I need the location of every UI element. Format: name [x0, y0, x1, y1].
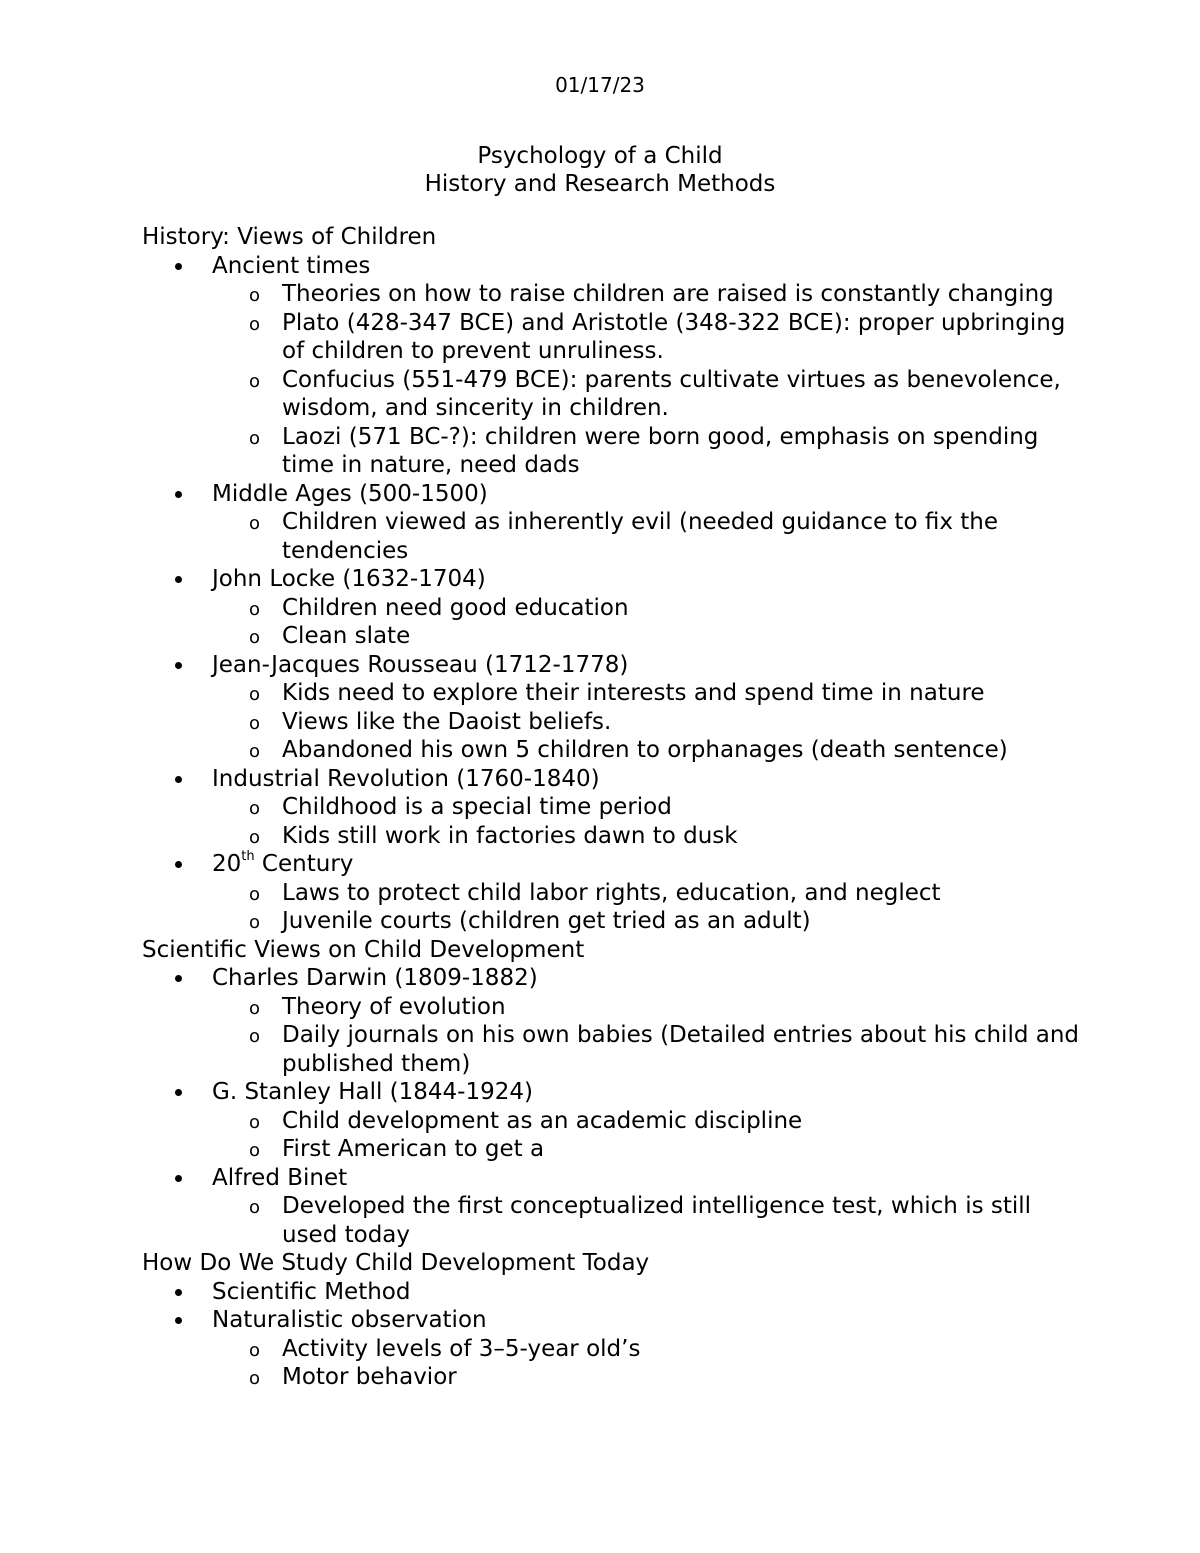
circle-bullet-icon: o — [249, 1197, 261, 1218]
sub-list-item-text: Kids need to explore their interests and spend time in nature — [282, 680, 985, 706]
list-item-text: Alfred Binet — [212, 1164, 348, 1191]
bullet-icon — [175, 662, 182, 669]
circle-bullet-icon: o — [249, 598, 261, 620]
list-item-text — [212, 851, 353, 877]
sub-list-item-text: Kids still work in factories dawn to dusk — [282, 822, 738, 849]
list-item — [142, 1164, 1082, 1193]
sub-list-item — [142, 423, 1082, 480]
sub-list-item — [142, 309, 1082, 366]
bullet-icon — [175, 975, 182, 982]
bullet-icon — [175, 776, 182, 783]
circle-bullet-icon: o — [249, 1339, 261, 1361]
list-item-text: Ancient times — [212, 252, 371, 279]
sub-list-item — [142, 1107, 1082, 1136]
circle-bullet-icon: o — [249, 313, 261, 335]
list-item-text: Charles Darwin (1809-1882) — [212, 965, 538, 991]
list-item — [142, 765, 1082, 794]
sub-list-item-text: Laozi (571 BC-?): children were born good, emphasis on spending time in nature, need dads — [282, 423, 1039, 478]
circle-bullet-icon: o — [249, 1140, 261, 1161]
sub-list-item-text: Theory of evolution — [282, 993, 506, 1020]
notes-body — [142, 223, 1082, 1392]
circle-bullet-icon: o — [249, 370, 261, 392]
list-item-text: Naturalistic observation — [212, 1307, 487, 1333]
circle-bullet-icon: o — [249, 997, 261, 1019]
sub-list-item — [142, 822, 1082, 851]
bullet-icon — [175, 576, 182, 583]
sub-list-item — [142, 736, 1082, 765]
circle-bullet-icon: o — [249, 741, 261, 762]
sub-list-item — [142, 508, 1082, 565]
list-item-text-pre: 20 — [212, 851, 242, 877]
bullet-icon — [175, 263, 182, 270]
sub-list-item-text: Activity levels of 3–5-year old’s — [282, 1335, 641, 1362]
circle-bullet-icon: o — [249, 684, 261, 705]
list-item — [142, 480, 1082, 509]
section-heading: Scientific Views on Child Development — [142, 936, 585, 963]
sub-list-item — [142, 1135, 1082, 1164]
bullet-icon — [175, 861, 182, 868]
sub-list-item — [142, 793, 1082, 822]
bullet-icon — [175, 1317, 182, 1324]
bullet-list — [142, 964, 1082, 1249]
circle-bullet-icon: o — [249, 826, 261, 848]
circle-bullet-icon: o — [249, 712, 261, 734]
circle-bullet-icon: o — [249, 1026, 261, 1047]
list-item — [142, 252, 1082, 281]
sub-list-item-text: Plato (428-347 BCE) and Aristotle (348-322 BCE): proper upbringing of children to prevent unruliness. — [282, 309, 1066, 364]
list-item-text-post: Century — [254, 851, 354, 877]
list-item-text: Middle Ages (500-1500) — [212, 480, 488, 507]
sub-list-item-text: Abandoned his own 5 children to orphanages (death sentence) — [282, 737, 1008, 763]
sub-list-item — [142, 1363, 1082, 1392]
circle-bullet-icon: o — [249, 798, 261, 819]
sub-list-item — [142, 1192, 1082, 1249]
sub-list-item-text: Theories on how to raise children are raised is constantly changing — [282, 281, 1054, 307]
circle-bullet-icon: o — [249, 627, 261, 648]
circle-bullet-icon: o — [249, 1368, 261, 1389]
sub-list-item — [142, 280, 1082, 309]
list-item-text: G. Stanley Hall (1844-1924) — [212, 1079, 533, 1105]
list-item-superscript: th — [241, 849, 255, 865]
circle-bullet-icon: o — [249, 1111, 261, 1133]
circle-bullet-icon: o — [249, 427, 261, 449]
bullet-icon — [175, 1089, 182, 1096]
list-item — [142, 964, 1082, 993]
sub-list-item — [142, 993, 1082, 1022]
sub-list-item — [142, 366, 1082, 423]
sub-list-item — [142, 679, 1082, 708]
sub-list-item — [142, 622, 1082, 651]
title-line-1: Psychology of a Child — [477, 143, 723, 169]
sub-list-item — [142, 907, 1082, 936]
circle-bullet-icon: o — [249, 912, 261, 933]
bullet-list — [142, 252, 1082, 936]
sub-list-item-text: Confucius (551-479 BCE): parents cultivate virtues as benevolence, wisdom, and sincerity in children. — [282, 366, 1061, 421]
sub-list-item — [142, 879, 1082, 908]
sub-list-item-text: Child development as an academic discipline — [282, 1107, 803, 1134]
sub-list-item — [142, 1021, 1082, 1078]
list-item-text: John Locke (1632-1704) — [212, 566, 486, 592]
title-line-2: History and Research Methods — [424, 171, 776, 197]
sub-list-item-text: Children need good education — [282, 594, 629, 621]
sub-list-item-text: Motor behavior — [282, 1364, 457, 1390]
date-header: 01/17/23 — [555, 73, 645, 97]
list-item — [142, 1306, 1082, 1335]
circle-bullet-icon: o — [249, 883, 261, 905]
section-heading: History: Views of Children — [142, 224, 437, 250]
sub-list-item — [142, 708, 1082, 737]
sub-list-item-text: Clean slate — [282, 623, 411, 649]
sub-list-item-text: First American to get a — [282, 1136, 545, 1162]
list-item — [142, 850, 1082, 879]
sub-list-item — [142, 1335, 1082, 1364]
section-heading: How Do We Study Child Development Today — [142, 1250, 650, 1276]
circle-bullet-icon: o — [249, 513, 261, 534]
sub-list-item-text: Daily journals on his own babies (Detailed entries about his child and published them) — [282, 1022, 1080, 1077]
list-item — [142, 1078, 1082, 1107]
circle-bullet-icon: o — [249, 285, 261, 306]
bullet-icon — [175, 1175, 182, 1182]
list-item-text: Jean-Jacques Rousseau (1712-1778) — [212, 651, 629, 678]
sub-list-item — [142, 594, 1082, 623]
bullet-icon — [175, 491, 182, 498]
sub-list-item-text: Children viewed as inherently evil (needed guidance to fix the tendencies — [282, 509, 998, 564]
list-item — [142, 565, 1082, 594]
sub-list-item-text: Juvenile courts (children get tried as an adult) — [282, 908, 811, 934]
list-item-text: Scientific Method — [212, 1278, 411, 1305]
bullet-icon — [175, 1289, 182, 1296]
sub-list-item-text: Developed the first conceptualized intelligence test, which is still used today — [282, 1193, 1032, 1248]
sub-list-item-text: Childhood is a special time period — [282, 794, 672, 820]
sub-list-item-text: Views like the Daoist beliefs. — [282, 708, 612, 735]
sub-list-item-text: Laws to protect child labor rights, education, and neglect — [282, 879, 941, 906]
list-item — [142, 1278, 1082, 1307]
bullet-list — [142, 1278, 1082, 1392]
document-title — [0, 142, 1200, 198]
list-item — [142, 651, 1082, 680]
list-item-text: Industrial Revolution (1760-1840) — [212, 765, 600, 792]
